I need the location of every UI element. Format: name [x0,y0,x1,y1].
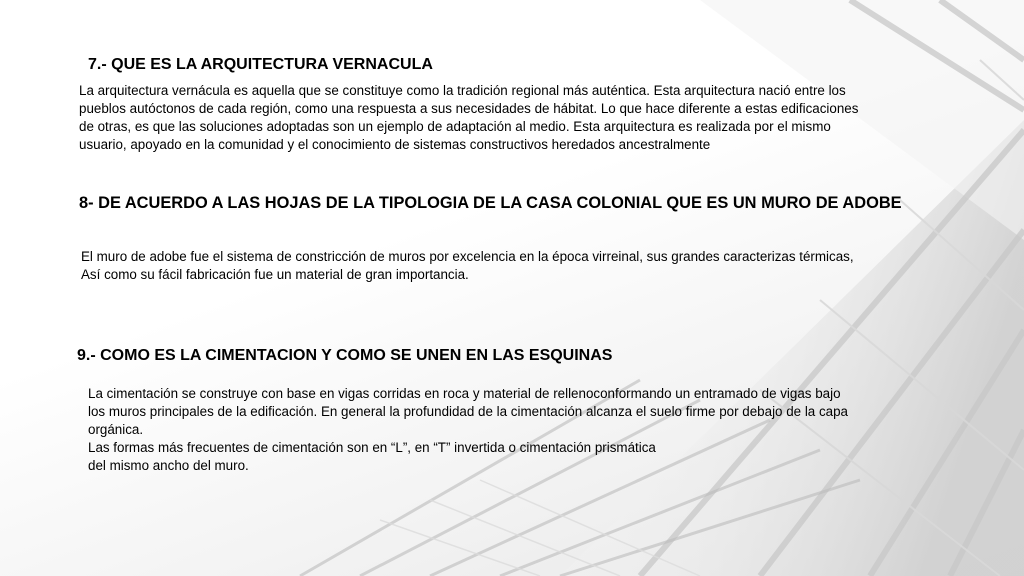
section-7-line: La arquitectura vernácula es aquella que se constituye como la tradición regional más auténtica. Esta arquitectura nació entre los [79,83,846,98]
section-7-line: usuario, apoyado en la comunidad y el conocimiento de sistemas constructivos heredados ancestralmente [79,137,711,152]
section-7-line: de otras, es que las soluciones adoptadas son un ejemplo de adaptación al medio. Esta arquitectura es realizada por el mismo [79,119,831,134]
section-9-heading: 9.- COMO ES LA CIMENTACION Y COMO SE UNEN EN LAS ESQUINAS [77,347,613,364]
section-9-line: orgánica. [88,422,144,437]
section-8-paragraph [81,248,981,284]
section-9-line: Las formas más frecuentes de cimentación son en “L”, en “T” invertida o cimentación prismática [88,440,656,455]
section-7-line: pueblos autóctonos de cada región, como una respuesta a sus necesidades de hábitat. Lo que hace diferente a estas edificaciones [79,101,859,116]
section-9-line: del mismo ancho del muro. [88,458,249,473]
section-9-paragraph [88,385,948,475]
section-9-line: La cimentación se construye con base en vigas corridas en roca y material de rellenoconformando un entramado de vigas bajo [88,386,841,401]
section-7-heading: 7.- QUE ES LA ARQUITECTURA VERNACULA [88,56,433,73]
section-7-paragraph [79,82,979,154]
section-8-heading: 8- DE ACUERDO A LAS HOJAS DE LA TIPOLOGIA DE LA CASA COLONIAL QUE ES UN MURO DE ADOBE [79,194,902,212]
section-8-line: El muro de adobe fue el sistema de constricción de muros por excelencia en la época virreinal, sus grandes caracterizas térmicas, [81,249,854,264]
section-9-line: los muros principales de la edificación. En general la profundidad de la cimentación alcanza el suelo firme por debajo de la capa [88,404,849,419]
section-8-line: Así como su fácil fabricación fue un material de gran importancia. [81,267,469,282]
